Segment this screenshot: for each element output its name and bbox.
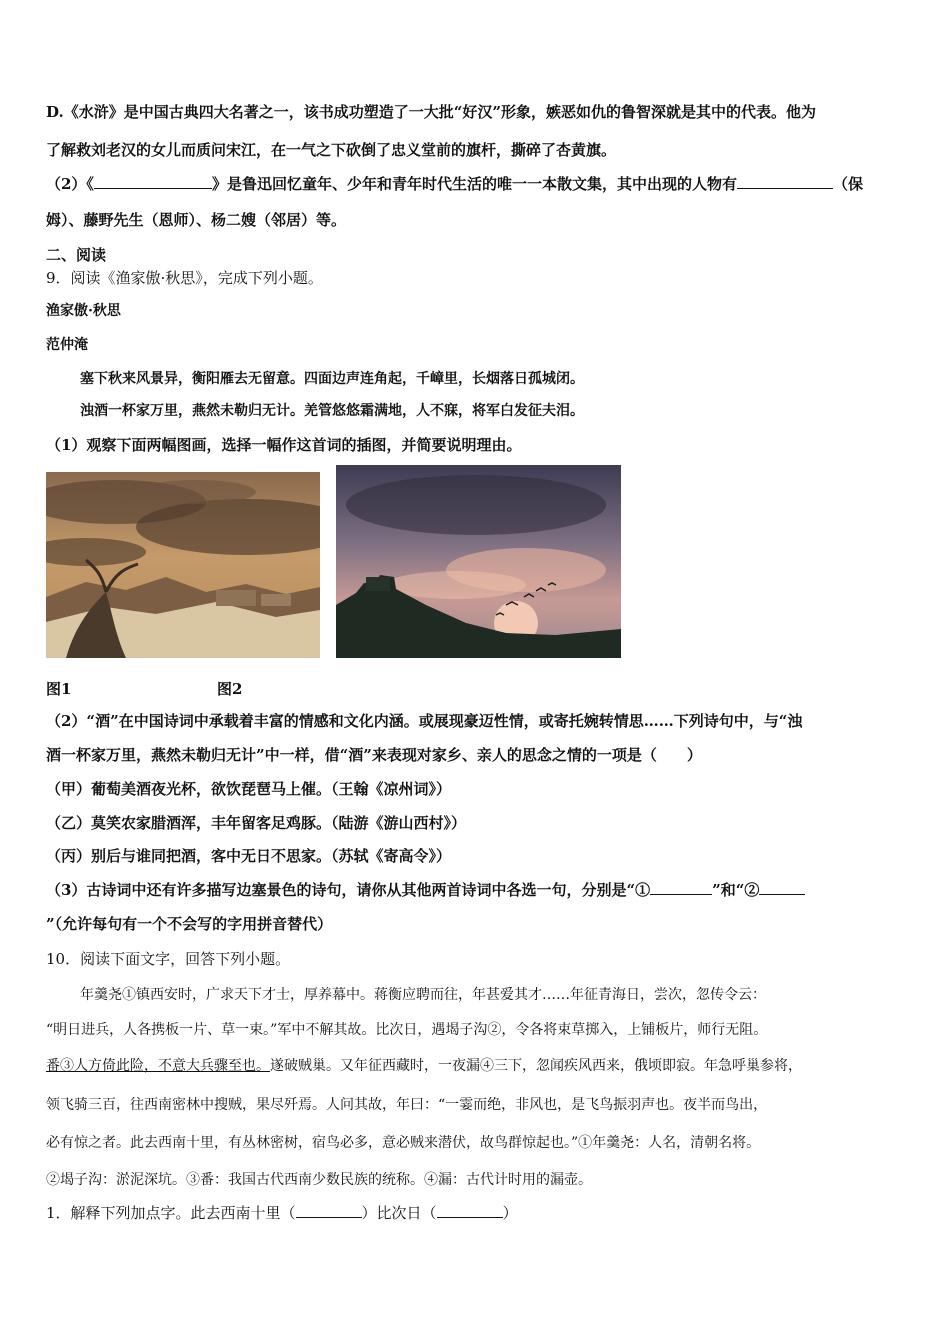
figure-2-image xyxy=(336,465,621,658)
underlined-sentence: 番③人方倚此险，不意大兵骤至也。 xyxy=(46,1058,270,1074)
section-heading: 二、阅读 xyxy=(46,246,107,264)
passage-line-4: 领飞骑三百，往西南密林中搜贼，果尽歼焉。人问其故，年曰：“一霎而绝，非风也，是飞鸟振羽声也。夜半而鸟出， xyxy=(46,1097,768,1113)
passage-line-3: 番③人方倚此险，不意大兵骤至也。遂破贼巢。又年征西藏时，一夜漏④三下，忽闻疾风西来，俄顷即寂。年急呼巢参将， xyxy=(46,1058,802,1074)
option-d-line2: 了解救刘老汉的女儿而质问宋江，在一气之下砍倒了忠义堂前的旗杆，撕碎了杏黄旗。 xyxy=(46,141,617,159)
passage-footnotes: ②堨子沟：淤泥深坑。③番：我国古代西南少数民族的统称。④漏：古代计时用的漏壶。 xyxy=(46,1172,592,1188)
passage-line-2: “明日进兵，人各携板一片、草一束。”军中不解其故。比次日，遇堨子沟②，令各将束草掷入，上铺板片，师行无阻。 xyxy=(46,1022,768,1038)
question-9-2-line2: 酒一杯家万里，燕然未勒归无计”中一样，借“酒”来表现对家乡、亲人的思念之情的一项是（ ） xyxy=(46,746,702,764)
question-10-intro: 10．阅读下面文字，回答下列小题。 xyxy=(46,950,291,968)
option-bing: （丙）别后与谁同把酒，客中无日不思家。（苏轼《寄高令》） xyxy=(46,847,452,865)
answer-blank-bi[interactable] xyxy=(437,1203,503,1218)
question-9-2-line1: （2）“酒”在中国诗词中承载着丰富的情感和文化内涵。或展现豪迈性情，或寄托婉转情思……下列诗句中，与“浊 xyxy=(46,712,803,730)
question-10-1: 1．解释下列加点字。此去西南十里（ ）比次日（ ） xyxy=(46,1204,518,1222)
poem-line-2: 浊酒一杯家万里，燕然未勒归无计。羌管悠悠霜满地，人不寐，将军白发征夫泪。 xyxy=(80,403,584,419)
passage-line-1: 年羹尧①镇西安时，广求天下才士，厚养幕中。蒋衡应聘而往，年甚爱其才……年征青海日，尝次，忽传令云： xyxy=(80,987,766,1003)
figure-1-image xyxy=(46,472,320,658)
question-9-1: （1）观察下面两幅图画，选择一幅作这首词的插图，并简要说明理由。 xyxy=(46,436,522,454)
option-yi: （乙）莫笑农家腊酒浑，丰年留客足鸡豚。（陆游《游山西村》） xyxy=(46,814,467,832)
option-d-line1: D.《水浒》是中国古典四大名著之一，该书成功塑造了一大批“好汉”形象，嫉恶如仇的鲁智深就是其中的代表。他为 xyxy=(46,103,816,121)
passage-line-5: 必有惊之者。此去西南十里，有丛林密树，宿鸟必多，意必贼来潜伏，故鸟群惊起也。”①年羹尧：人名，清朝名将。 xyxy=(46,1135,761,1151)
question-9-3-line1: （3）古诗词中还有许多描写边塞景色的诗句，请你从其他两首诗词中各选一句，分别是“① ”和“② xyxy=(46,880,805,900)
question-9-3-line2: ”（允许每句有一个不会写的字用拼音替代） xyxy=(46,915,333,933)
answer-blank-book[interactable] xyxy=(94,174,212,189)
sunset-wall-icon xyxy=(336,465,621,658)
option-jia: （甲）葡萄美酒夜光杯，欲饮琵琶马上催。（王翰《凉州词》） xyxy=(46,780,452,798)
answer-blank-people[interactable] xyxy=(737,174,833,189)
figure-2-caption: 图2 xyxy=(217,680,243,698)
question-9-intro: 9．阅读《渔家傲·秋思》，完成下列小题。 xyxy=(46,269,323,287)
answer-blank-1[interactable] xyxy=(650,880,712,895)
sepia-landscape-icon xyxy=(46,472,320,658)
poem-line-1: 塞下秋来风景异，衡阳雁去无留意。四面边声连角起，千嶂里，长烟落日孤城闭。 xyxy=(80,371,584,387)
poem-author: 范仲淹 xyxy=(46,337,88,353)
answer-blank-shi[interactable] xyxy=(296,1203,362,1218)
figure-1-caption: 图1 xyxy=(46,680,72,698)
question-2-line2: 姆）、藤野先生（恩师）、杨二嫂（邻居）等。 xyxy=(46,211,347,229)
answer-blank-2[interactable] xyxy=(759,880,805,895)
poem-title: 渔家傲·秋思 xyxy=(46,303,121,319)
question-2-line1: （2）《 》是鲁迅回忆童年、少年和青年时代生活的唯一一本散文集，其中出现的人物有 （保 xyxy=(46,175,863,193)
